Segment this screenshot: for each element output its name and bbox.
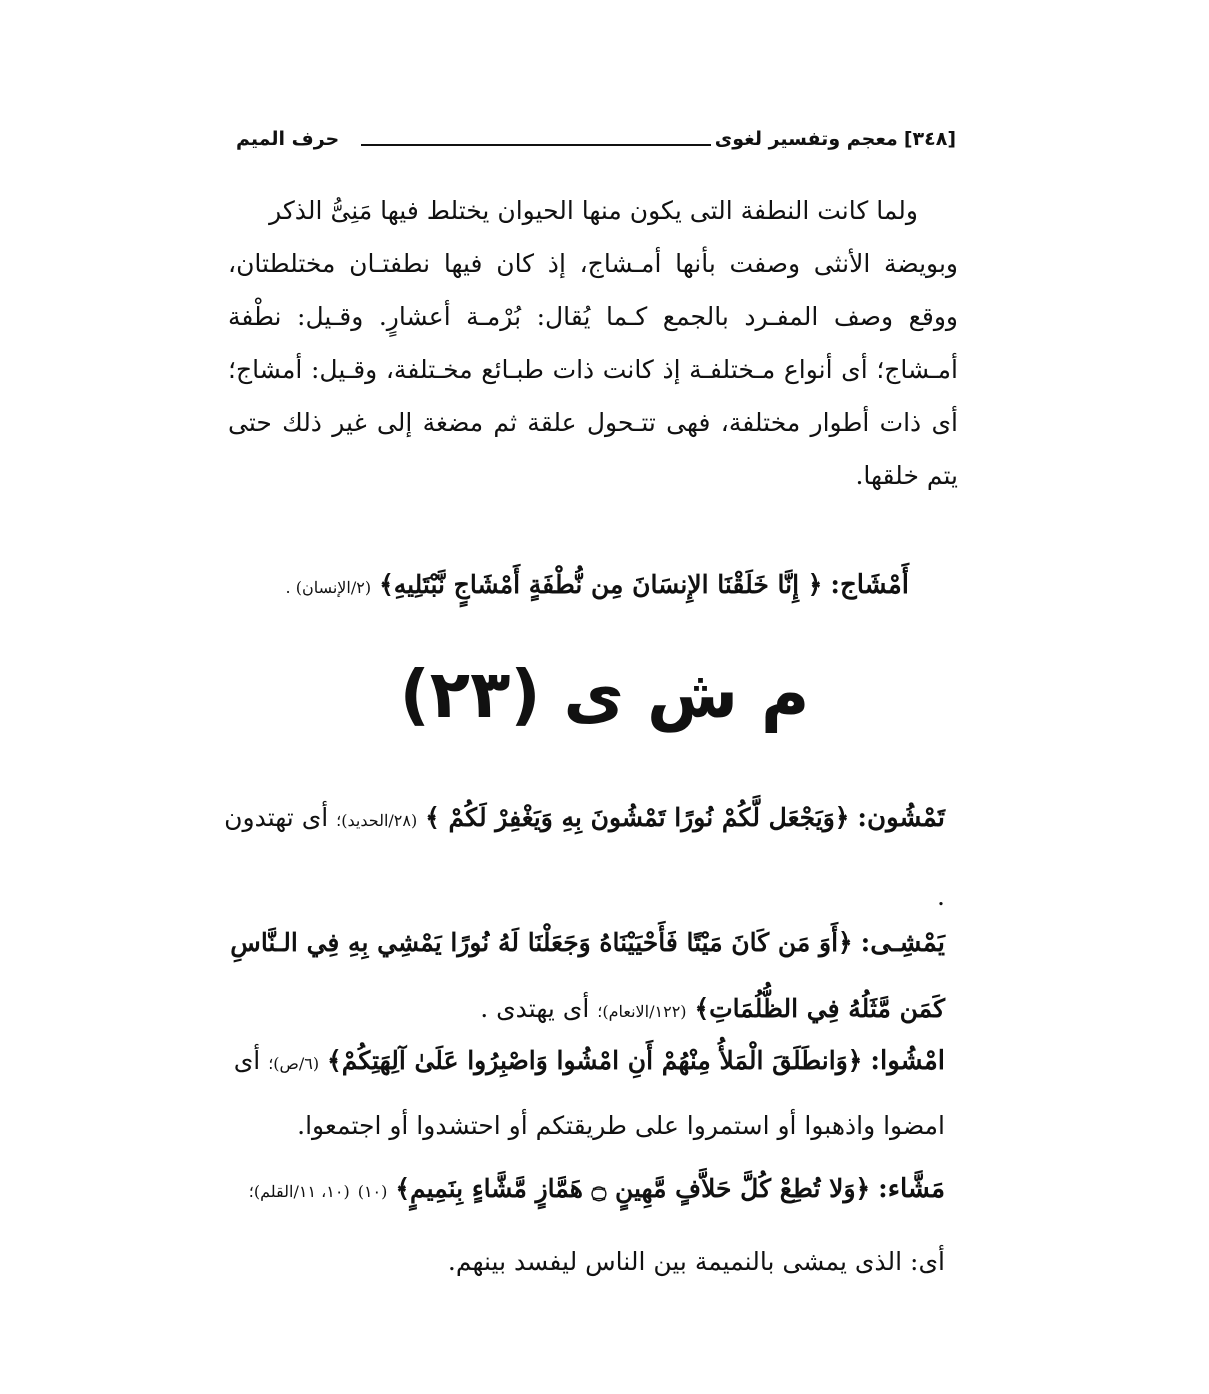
gloss: أى: الذى يمشى بالنميمة بين الناس ليفسد بينهم. [447,1247,945,1276]
root-title: م ش ى (٢٣) [399,656,810,733]
verse-reference: (٢/الإنسان) . [285,578,372,597]
headword: أَمْشَاج: [830,570,909,600]
headword: تَمْشُون: [857,803,945,833]
intro-rest: وبويضة الأنثى وصفت بأنها أمـشاج، إذ كان فيها نطفتـان مختلطتان، ووقع وصف المفـرد بالجمع كـما يُقال: بُرْمـة أعشارٍ. وقـيل: نطْفة أمـشاج؛ أى أنواع مـختلفـة إذ كانت ذات طبـائع مخـتلفة، وقـيل: أمشاج؛ أى ذات أطوار مختلفة، فهى تتـحول علقة ثم مضغة إلى غير ذلك حتى يتم خلقها. [228,249,958,490]
quran-verse: ﴿وَلا تُطِعْ كُلَّ حَلاَّفٍ مَّهِينٍ ۝ هَمَّازٍ مَّشَّاءٍ بِنَمِيمٍ﴾ [395,1174,871,1203]
quran-verse: ﴿وَيَجْعَل لَّكُمْ نُورًا تَمْشُونَ بِهِ وَيَغْفِرْ لَكُمْ ﴾ [425,803,850,832]
book-title: معجم وتفسير لغوى [714,128,898,150]
gloss: أى امضوا واذهبوا أو استمروا على طريقتكم أو احتشدوا أو اجتمعوا. [233,1046,945,1140]
ayah-marker: (١٠) [357,1182,388,1201]
headword: مَشَّاء: [878,1174,945,1204]
running-header [236,124,956,154]
gloss: أى يهتدى . [480,994,590,1023]
quran-verse: ﴿ إِنَّا خَلَقْنَا الإِنسَانَ مِن نُّطْفَةٍ أَمْشَاجٍ نَّبْتَلِيهِ﴾ [379,570,823,599]
intro-line-1: ولما كانت النطفة التى يكون منها الحيوان يختلط فيها مَنِىُّ الذكر [269,196,918,225]
gloss: تهتدون . [224,803,945,911]
header-rule [361,144,711,146]
headword: يَمْشِـى: [860,928,945,958]
quran-verse: ﴿أَوَ مَن كَانَ مَيْتًا فَأَحْيَيْنَاهُ وَجَعَلْنَا لَهُ نُورًا يَمْشِي بِهِ فِي الـنَّاسِ كَمَن مَّثَلُهُ فِي الظُّلُمَاتِ﴾ [230,928,945,1023]
entry-amshaj [259,560,909,613]
entry-yamshi [220,910,945,1045]
verse-reference: (٢٨/الحديد)؛ [336,811,418,830]
quran-verse: ﴿وَانطَلَقَ الْمَلأُ مِنْهُمْ أَنِ امْشُوا وَاصْبِرُوا عَلَىٰ آلِهَتِكُمْ﴾ [327,1046,863,1075]
verse-reference: (١٢٢/الانعام)؛ [597,1002,687,1021]
gloss-prefix: أى [301,803,329,832]
verse-reference: (١٠، ١١/القلم)؛ [248,1182,350,1201]
page-number: [٣٤٨] [903,128,956,150]
verse-reference: (٦/ص)؛ [268,1054,320,1073]
section-title: حرف الميم [236,128,340,150]
entry-mashsha [226,1154,945,1297]
intro-paragraph [228,184,958,502]
headword: امْشُوا: [870,1046,945,1076]
entry-imshu [226,1030,945,1157]
